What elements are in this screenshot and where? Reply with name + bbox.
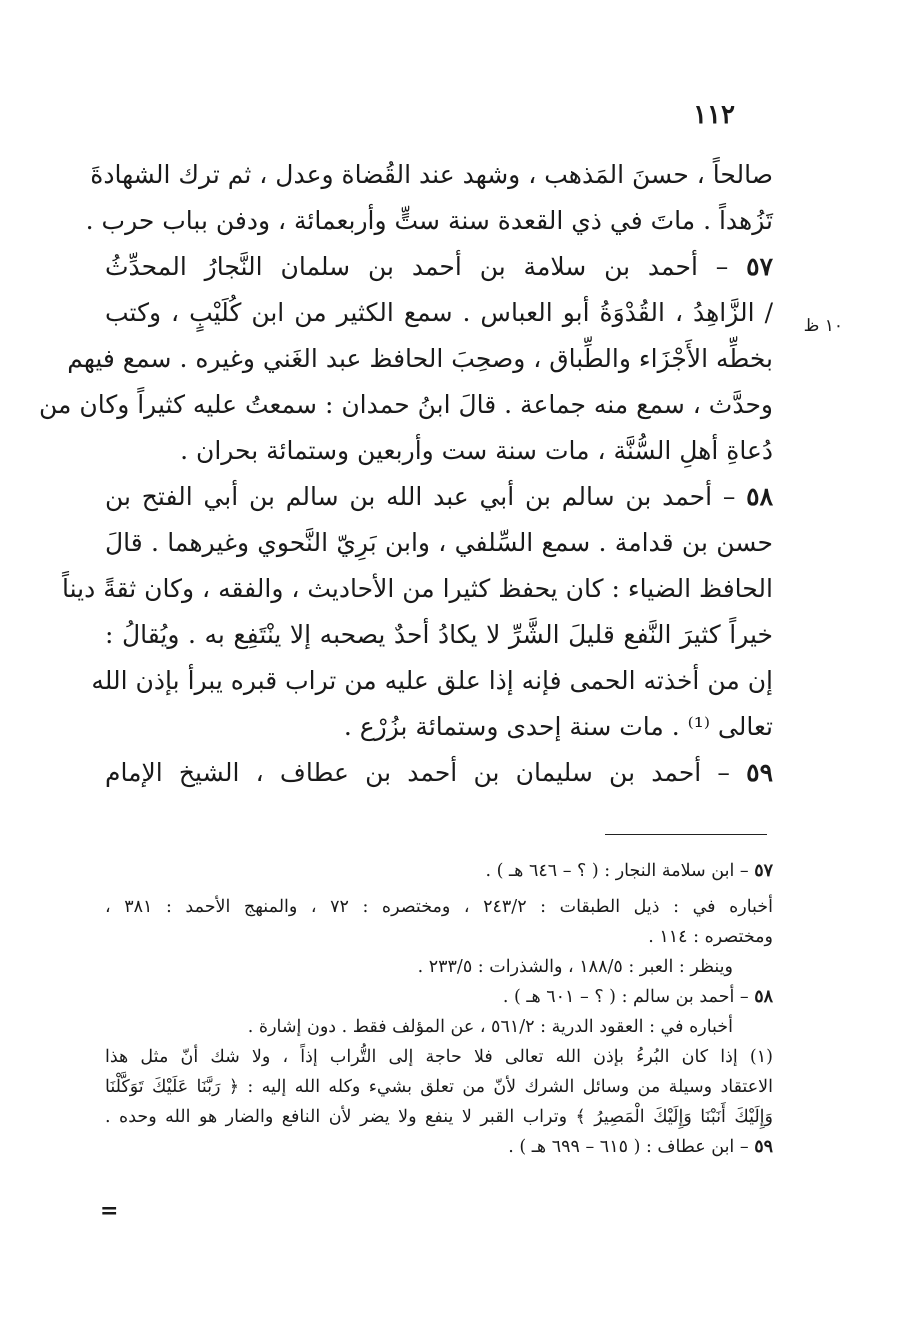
text-line: بخطِّه الأَجْزَاء والطِّباق ، وصحِبَ الحافظ عبد الغَني وغيره . سمع فيهم [67,344,773,373]
footnote-line: أخباره في : العقود الدرية : ٥٦١/٢ ، عن المؤلف فقط . دون إشارة . [247,1017,733,1037]
footnote-line: أخباره في : ذيل الطبقات : ٢٤٣/٢ ، ومختصره : ٧٢ ، والمنهج الأحمد : ٣٨١ ، [105,897,773,917]
footnote-line: وَإِلَيْكَ أَنَبْنَا وَإِلَيْكَ الْمَصِيرُ ﴾ وتراب القبر لا ينفع ولا يضر لأن النافع والضار هو الله وحده . [105,1107,773,1127]
text-line: صالحاً ، حسنَ المَذهب ، وشهد عند القُضاة وعدل ، ثم ترك الشهادةَ [90,160,773,189]
entry-number: ٥٧ [746,252,773,281]
footnote-line: ومختصره : ١١٤ . [648,927,773,947]
text-line-entry-58: ٥٨ – أحمد بن سالم بن أبي عبد الله بن سالم بن أبي الفتح بن [105,482,773,511]
footnote-entry-59: ٥٩ – ابن عطاف : ( ٦١٥ – ٦٩٩ هـ ) . [508,1137,773,1157]
text-line: وحدَّث ، سمع منه جماعة . قالَ ابنُ حمدان : سمعتُ عليه كثيراً وكان من [38,390,773,419]
text-line: إن من أخذته الحمى فإنه إذا علق عليه من تراب قبره يبرأ بإذن الله [91,666,773,695]
footnote-entry-57: ٥٧ – ابن سلامة النجار : ( ؟ – ٦٤٦ هـ ) . [485,861,773,881]
text-line: تَزُهداً . ماتَ في ذي القعدة سنة ستٍّ وأربعمائة ، ودفن بباب حرب . [85,206,773,235]
footnote-line: الاعتقاد وسيلة من وسائل الشرك لأنّ من تعلق بشيء وكله الله إليه : ﴿ رَبَّنَا عَلَيْكَ تَوَكَّلْنَا [105,1077,773,1097]
footnote-line: وينظر : العبر : ١٨٨/٥ ، والشذرات : ٢٣٣/٥ . [417,957,733,977]
text-line: / الزَّاهِدُ ، القُدْوَةُ أبو العباس . سمع الكثير من ابن كُلَيْبٍ ، وكتب [105,298,773,327]
entry-number: ٥٨ [746,482,773,511]
footnotes [105,856,773,1162]
page-number: ١١٢ [693,100,735,130]
manuscript-folio-note: ١٠ ظ [803,316,843,336]
footnote-number: ٥٧ [754,861,773,881]
text-line: خيراً كثيرَ النَّفع قليلَ الشَّرِّ لا يكادُ أحدٌ يصحبه إلا ينْتَفِع به . ويُقالُ : [105,620,773,649]
continuation-mark: = [100,1198,119,1224]
text-line-entry-59: ٥٩ – أحمد بن سليمان بن أحمد بن عطاف ، الشيخ الإمام [105,758,773,787]
main-text [38,152,773,796]
text-line: الحافظ الضياء : كان يحفظ كثيرا من الأحاديث ، والفقه ، وكان ثقةً ديناً [62,574,773,603]
footnote-number: ٥٩ [754,1137,773,1157]
footnote-number: ٥٨ [754,987,773,1007]
footnote-separator [605,834,767,835]
footnote-note-1: (١) إذا كان البُرءُ بإذن الله تعالى فلا حاجة إلى التُّراب إذاً ، ولا شك أنّ مثل هذا [105,1047,773,1067]
text-line: حسن بن قدامة . سمع السِّلفي ، وابن بَرِيّ النَّحوي وغيرهما . قالَ [105,528,773,557]
footnote-entry-58: ٥٨ – أحمد بن سالم : ( ؟ – ٦٠١ هـ ) . [502,987,773,1007]
entry-number: ٥٩ [746,758,773,787]
text-line-entry-57: ٥٧ – أحمد بن سلامة بن أحمد بن سلمان النَّجارُ المحدِّثُ [105,252,773,281]
text-line: تعالى ⁽¹⁾ . مات سنة إحدى وستمائة بزُرْع . [343,712,773,741]
text-line: دُعاةِ أهلِ السُّنَّة ، مات سنة ست وأربعين وستمائة بحران . [180,436,773,465]
